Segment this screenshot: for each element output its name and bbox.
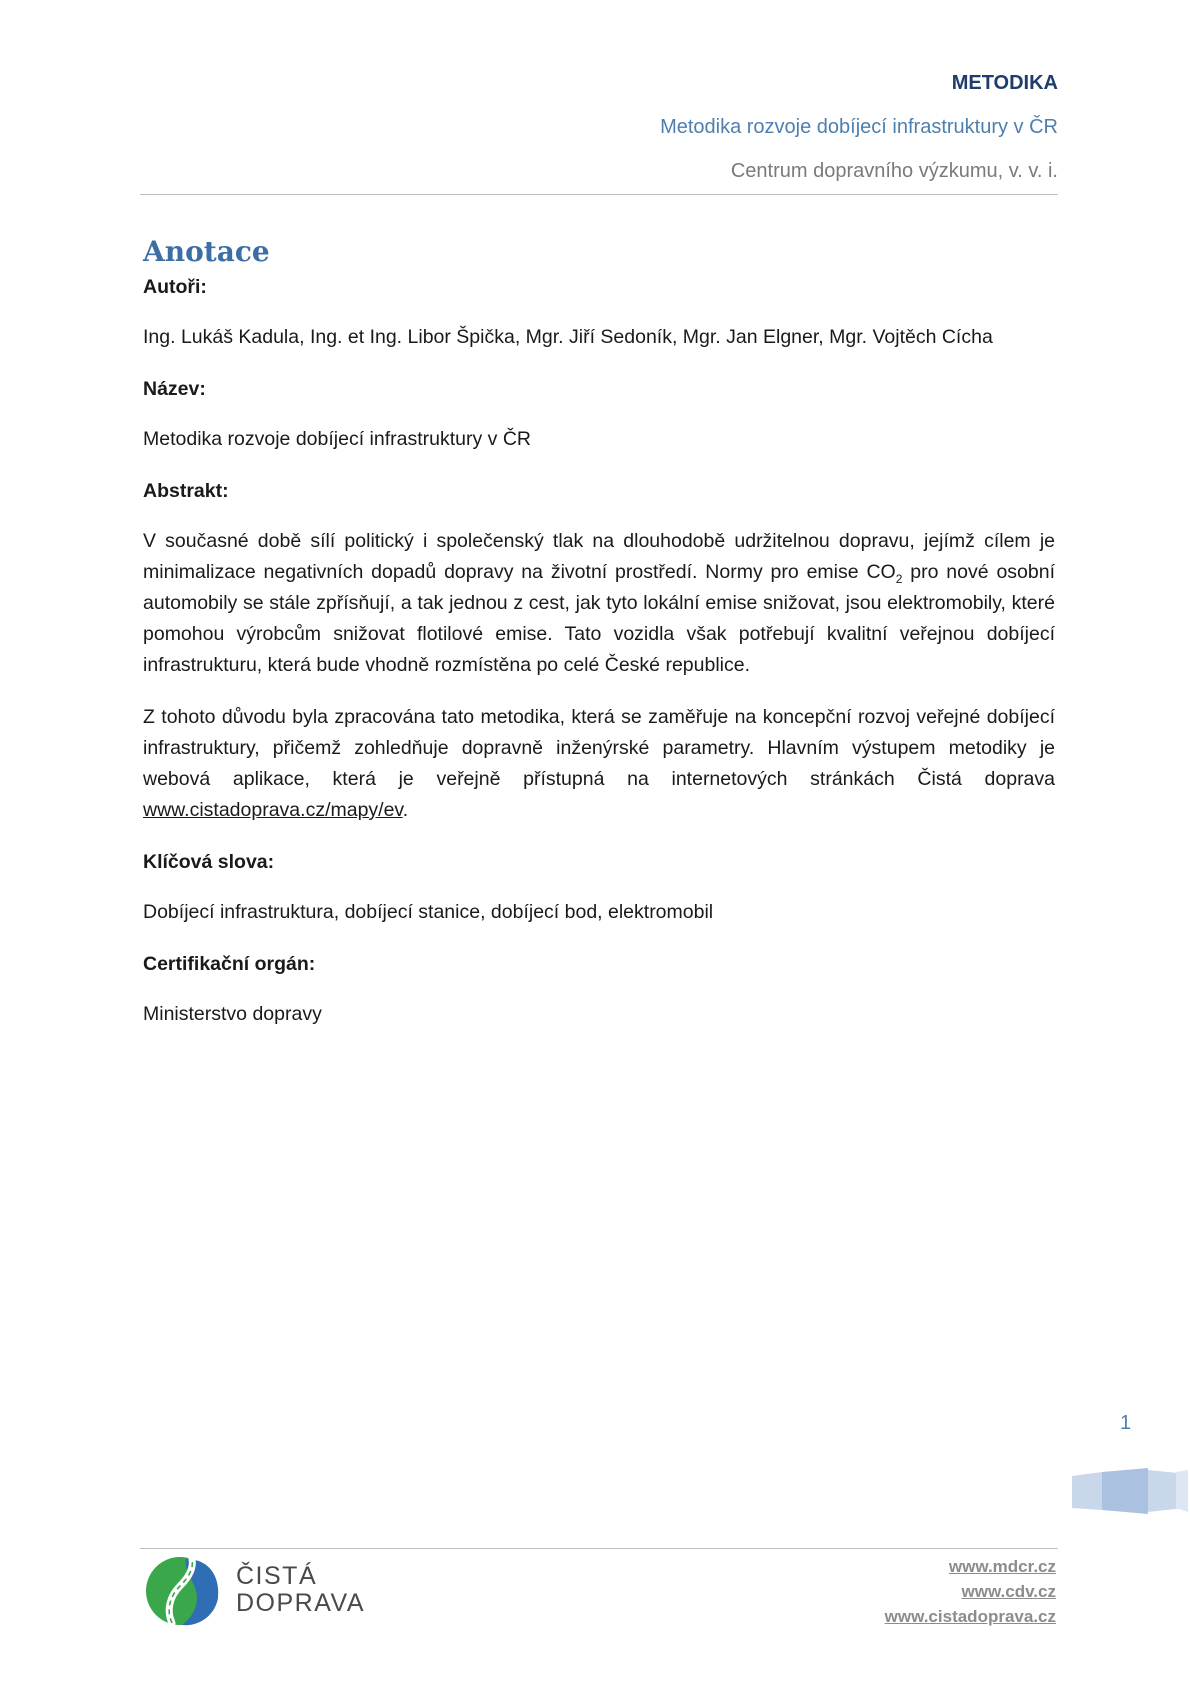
- abstract-p2-end: .: [402, 799, 409, 821]
- document-type: METODIKA: [951, 72, 1058, 94]
- abstract-label: Abstrakt:: [143, 480, 229, 502]
- footer-divider: [140, 1548, 1058, 1549]
- organization-name: Centrum dopravního výzkumu, v. v. i.: [730, 160, 1058, 182]
- logo-line-2: DOPRAVA: [236, 1589, 366, 1617]
- section-heading: Anotace: [143, 235, 270, 268]
- page-header: [140, 68, 1058, 186]
- keywords-text: Dobíjecí infrastruktura, dobíjecí stanice, dobíjecí bod, elektromobil: [143, 901, 714, 923]
- abstract-paragraph-2: [143, 702, 1055, 826]
- authors-text: Ing. Lukáš Kadula, Ing. et Ing. Libor Špička, Mgr. Jiří Sedoník, Mgr. Jan Elgner, Mgr. Vojtěch Cícha: [143, 326, 993, 348]
- authors-label: Autoři:: [143, 276, 207, 298]
- footer-link-cdv[interactable]: www.cdv.cz: [961, 1582, 1056, 1601]
- abstract-p2-text: Z tohoto důvodu byla zpracována tato metodika, která se zaměřuje na koncepční rozvoj veřejné dobíjecí infrastruktury, přičemž zohledňuje dopravně inženýrské parametry. Hlavním výstupem metodiky je webová aplikace, která je veřejně přístupná na internetových stránkách Čistá doprava: [143, 706, 1055, 790]
- page-tab-decoration: [1072, 1468, 1188, 1514]
- header-divider: [140, 194, 1058, 195]
- certification-label: Certifikační orgán:: [143, 953, 316, 975]
- map-link[interactable]: www.cistadoprava.cz/mapy/ev: [143, 799, 403, 821]
- co2-subscript: 2: [895, 571, 903, 586]
- footer-link-cistadoprava[interactable]: www.cistadoprava.cz: [884, 1607, 1056, 1626]
- title-text: Metodika rozvoje dobíjecí infrastruktury v ČR: [143, 428, 531, 450]
- page-number: 1: [1120, 1412, 1132, 1434]
- document-title: Metodika rozvoje dobíjecí infrastruktury v ČR: [660, 116, 1058, 138]
- title-label: Název:: [143, 378, 206, 400]
- certification-text: Ministerstvo dopravy: [143, 1003, 322, 1025]
- abstract-text-b: pro nové osobní automobily se stále zpřísňují, a tak jednou z cest, jak tyto lokální emise snižovat, jsou elektromobily, které pomohou výrobcům snižovat flotilové emise. Tato vozidla však potřebují kvalitní veřejnou dobíjecí infrastrukturu, která bude vhodně rozmístěna po celé České republice.: [143, 561, 1055, 676]
- logo-line-1: ČISTÁ: [236, 1562, 318, 1590]
- abstract-paragraph-1: [143, 526, 1055, 681]
- keywords-label: Klíčová slova:: [143, 851, 275, 873]
- annotation-section: [143, 232, 1055, 1030]
- logo-wordmark: [236, 1563, 365, 1617]
- cista-doprava-logo-icon: [142, 1552, 232, 1628]
- abstract-text-a: V současné době sílí politický i společenský tlak na dlouhodobě udržitelnou dopravu, jejímž cílem je minimalizace negativních dopadů dopravy na životní prostředí. Normy pro emise CO: [143, 530, 1055, 583]
- footer-link-mdcr[interactable]: www.mdcr.cz: [948, 1557, 1056, 1576]
- footer-links: [885, 1554, 1056, 1629]
